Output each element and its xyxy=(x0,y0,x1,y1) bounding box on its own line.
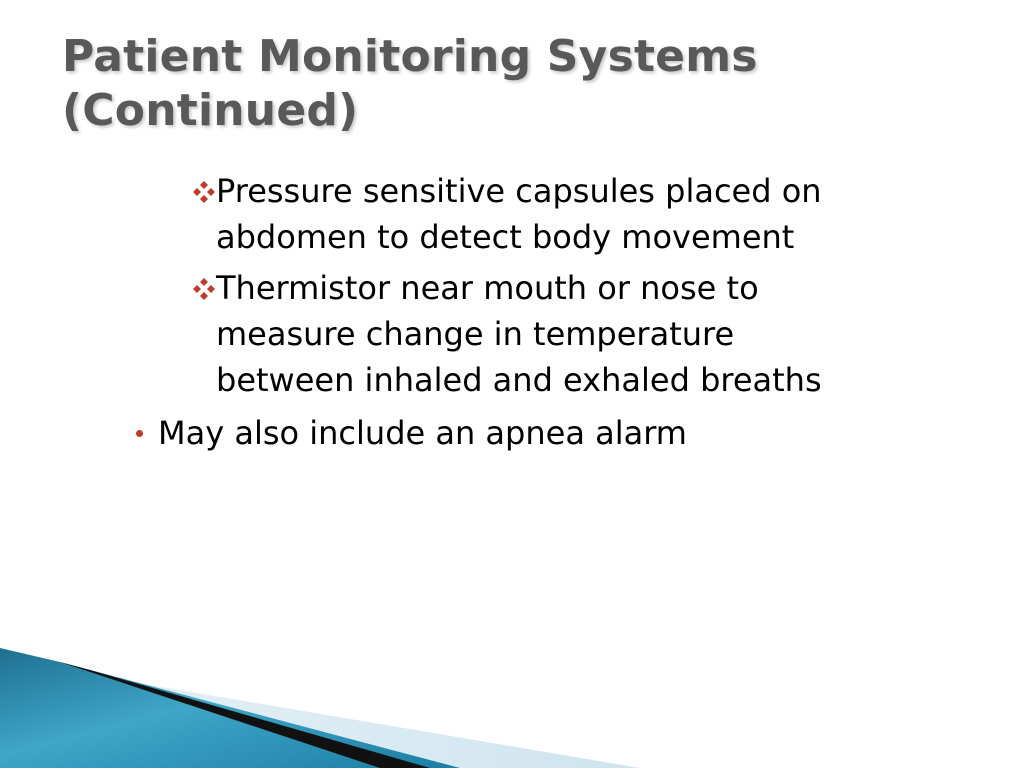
title-line-1: Patient Monitoring Systems xyxy=(62,31,758,82)
sub-bullet-line: Pressure sensitive capsules placed on xyxy=(216,172,822,210)
four-diamond-bullet-icon xyxy=(192,277,216,301)
sub-bullet-line: measure change in temperature xyxy=(216,315,735,353)
title-line-2: (Continued) xyxy=(62,85,359,136)
sub-bullet-item xyxy=(192,265,952,403)
decorative-footer-swoosh xyxy=(0,640,1024,768)
four-diamond-bullet-icon xyxy=(192,180,216,204)
main-bullet-text: May also include an apnea alarm xyxy=(158,414,687,452)
sub-bullet-line: abdomen to detect body movement xyxy=(216,218,795,256)
teal-band xyxy=(0,648,460,768)
sub-bullet-text xyxy=(192,168,952,214)
slide-title xyxy=(62,30,962,138)
sub-bullet-line: between inhaled and exhaled breaths xyxy=(216,361,822,399)
sub-bullet-line: Thermistor near mouth or nose to xyxy=(216,269,759,307)
sub-bullet-text xyxy=(192,265,952,311)
round-dot-bullet-icon xyxy=(136,430,143,437)
main-bullet-item xyxy=(132,410,687,456)
sub-bullet-item xyxy=(192,168,952,260)
